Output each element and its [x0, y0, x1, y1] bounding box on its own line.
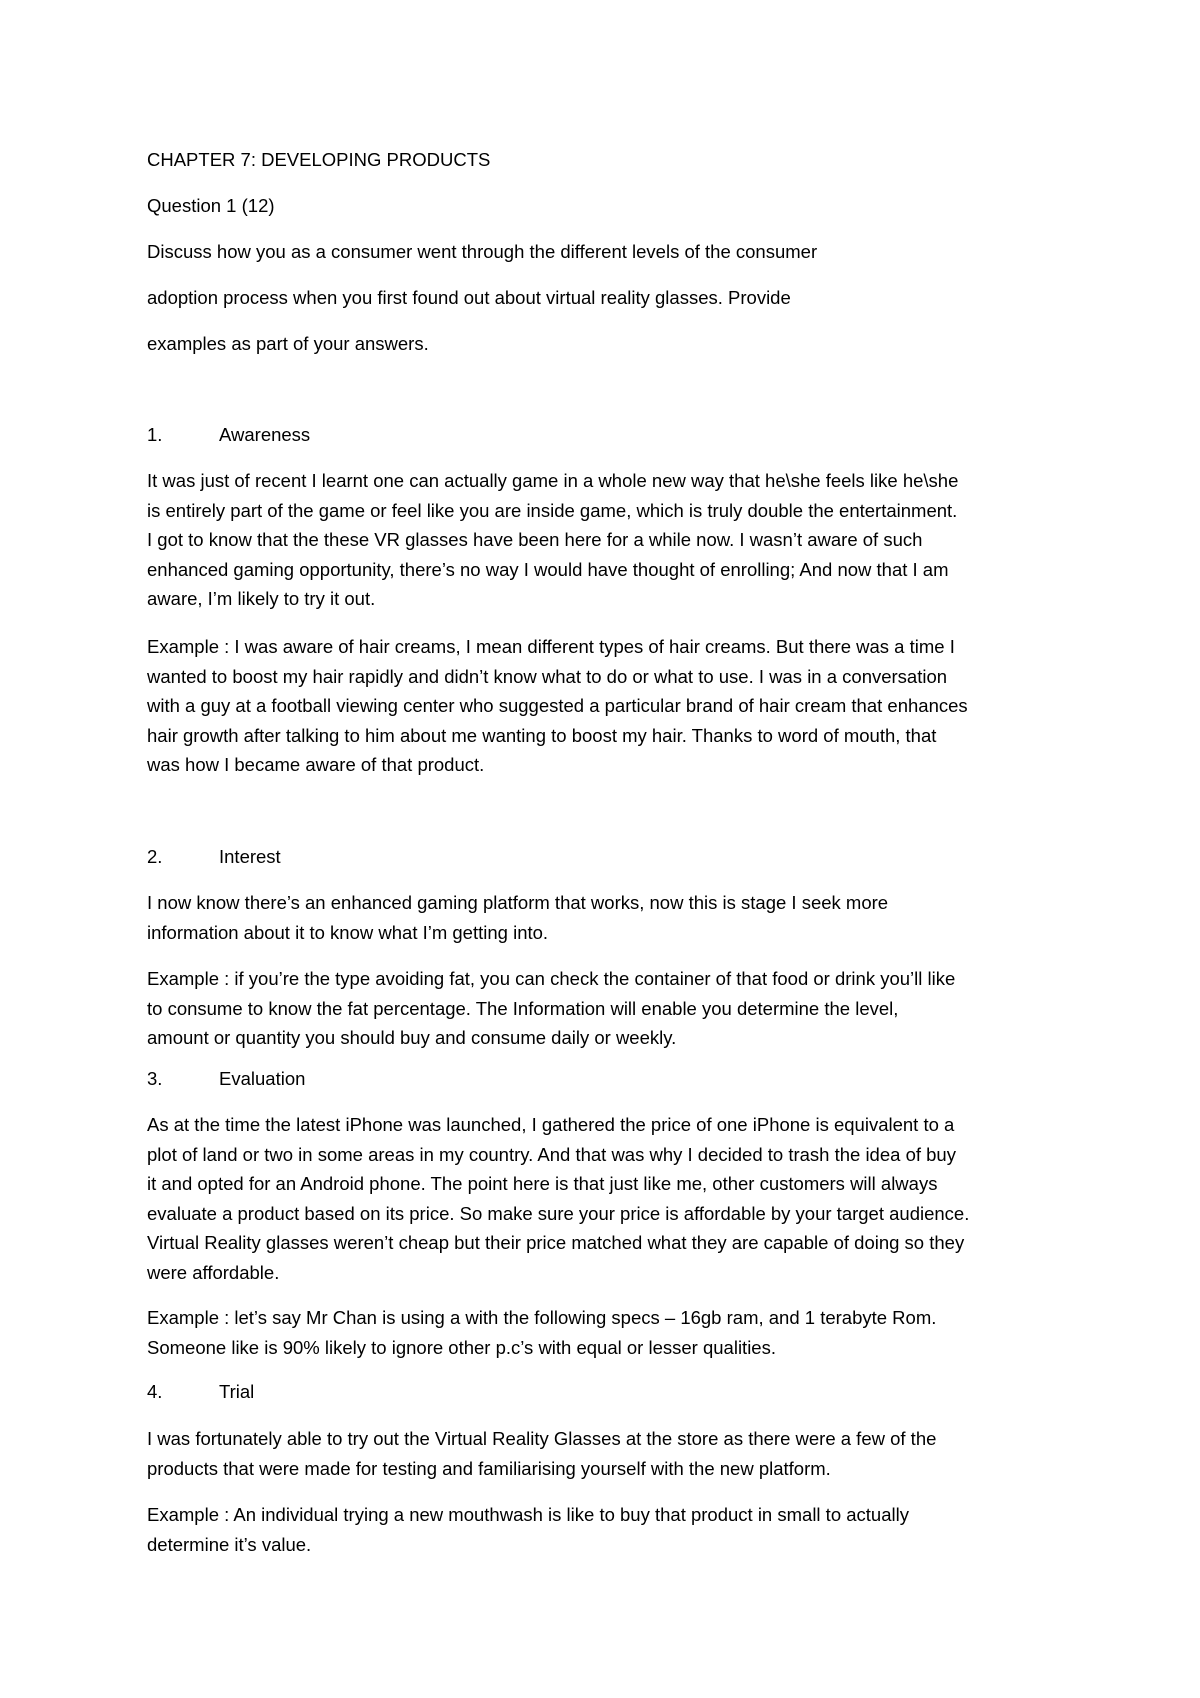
example-line: with a guy at a football viewing center who suggested a particular brand of hair cream that enhances — [147, 695, 968, 716]
example-line: wanted to boost my hair rapidly and didn’t know what to do or what to use. I was in a conversation — [147, 665, 948, 687]
example-line: hair growth after talking to him about me wanting to boost my hair. Thanks to word of mouth, that — [147, 724, 937, 746]
body-line: As at the time the latest iPhone was launched, I gathered the price of one iPhone is equivalent to a — [147, 1114, 955, 1135]
body-line: evaluate a product based on its price. So make sure your price is affordable by your target audience. — [147, 1202, 970, 1224]
section-body — [147, 888, 1067, 947]
body-line: were affordable. — [147, 1261, 280, 1283]
section-number: 2. — [147, 846, 163, 867]
body-line: information about it to know what I’m getting into. — [147, 921, 549, 943]
body-line: It was just of recent I learnt one can actually game in a whole new way that he\she feels like he\she — [147, 470, 959, 491]
section-body — [147, 1424, 1067, 1483]
example-line: Example : I was aware of hair creams, I mean different types of hair creams. But there was a time I — [147, 636, 955, 657]
section-number: 4. — [147, 1381, 163, 1402]
chapter-title: CHAPTER 7: DEVELOPING PRODUCTS — [147, 149, 491, 170]
body-line: Virtual Reality glasses weren’t cheap but their price matched what they are capable of doing so they — [147, 1232, 965, 1253]
section-body — [147, 466, 1067, 614]
example-line: Example : if you’re the type avoiding fat, you can check the container of that food or drink you’ll like — [147, 968, 956, 989]
section-example — [147, 964, 1067, 1053]
example-line: Someone like is 90% likely to ignore other p.c’s with equal or lesser qualities. — [147, 1336, 776, 1358]
section-example — [147, 1303, 1067, 1362]
body-line: I got to know that the these VR glasses have been here for a while now. I wasn’t aware of such — [147, 529, 923, 550]
example-line: Example : let’s say Mr Chan is using a with the following specs – 16gb ram, and 1 terabyte Rom. — [147, 1307, 937, 1328]
section-title-trial: Trial — [219, 1381, 255, 1402]
body-line: I now know there’s an enhanced gaming platform that works, now this is stage I seek more — [147, 892, 889, 913]
body-line: it and opted for an Android phone. The point here is that just like me, other customers will always — [147, 1173, 938, 1194]
section-number: 1. — [147, 424, 163, 445]
example-line: Example : An individual trying a new mouthwash is like to buy that product in small to actually — [147, 1504, 909, 1525]
example-line: determine it’s value. — [147, 1533, 312, 1555]
example-line: was how I became aware of that product. — [147, 754, 485, 775]
section-example — [147, 632, 1067, 780]
section-title-awareness: Awareness — [219, 424, 311, 445]
question-text-line: adoption process when you first found out about virtual reality glasses. Provide — [147, 287, 791, 308]
body-line: I was fortunately able to try out the Virtual Reality Glasses at the store as there were a few of the — [147, 1428, 937, 1449]
body-line: products that were made for testing and familiarising yourself with the new platform. — [147, 1457, 831, 1479]
question-text-line: Discuss how you as a consumer went through the different levels of the consumer — [147, 241, 818, 262]
question-label: Question 1 (12) — [147, 195, 275, 216]
body-line: aware, I’m likely to try it out. — [147, 588, 376, 609]
body-line: is entirely part of the game or feel like you are inside game, which is truly double the entertainment. — [147, 499, 958, 521]
body-line: enhanced gaming opportunity, there’s no way I would have thought of enrolling; And now that I am — [147, 558, 949, 580]
question-text-line: examples as part of your answers. — [147, 333, 429, 354]
section-example — [147, 1500, 1067, 1559]
example-line: amount or quantity you should buy and consume daily or weekly. — [147, 1027, 677, 1048]
body-line: plot of land or two in some areas in my country. And that was why I decided to trash the idea of buy — [147, 1143, 956, 1165]
example-line: to consume to know the fat percentage. The Information will enable you determine the level, — [147, 997, 899, 1019]
section-body — [147, 1110, 1067, 1287]
section-number: 3. — [147, 1068, 163, 1089]
section-title-evaluation: Evaluation — [219, 1068, 306, 1089]
section-title-interest: Interest — [219, 846, 281, 867]
